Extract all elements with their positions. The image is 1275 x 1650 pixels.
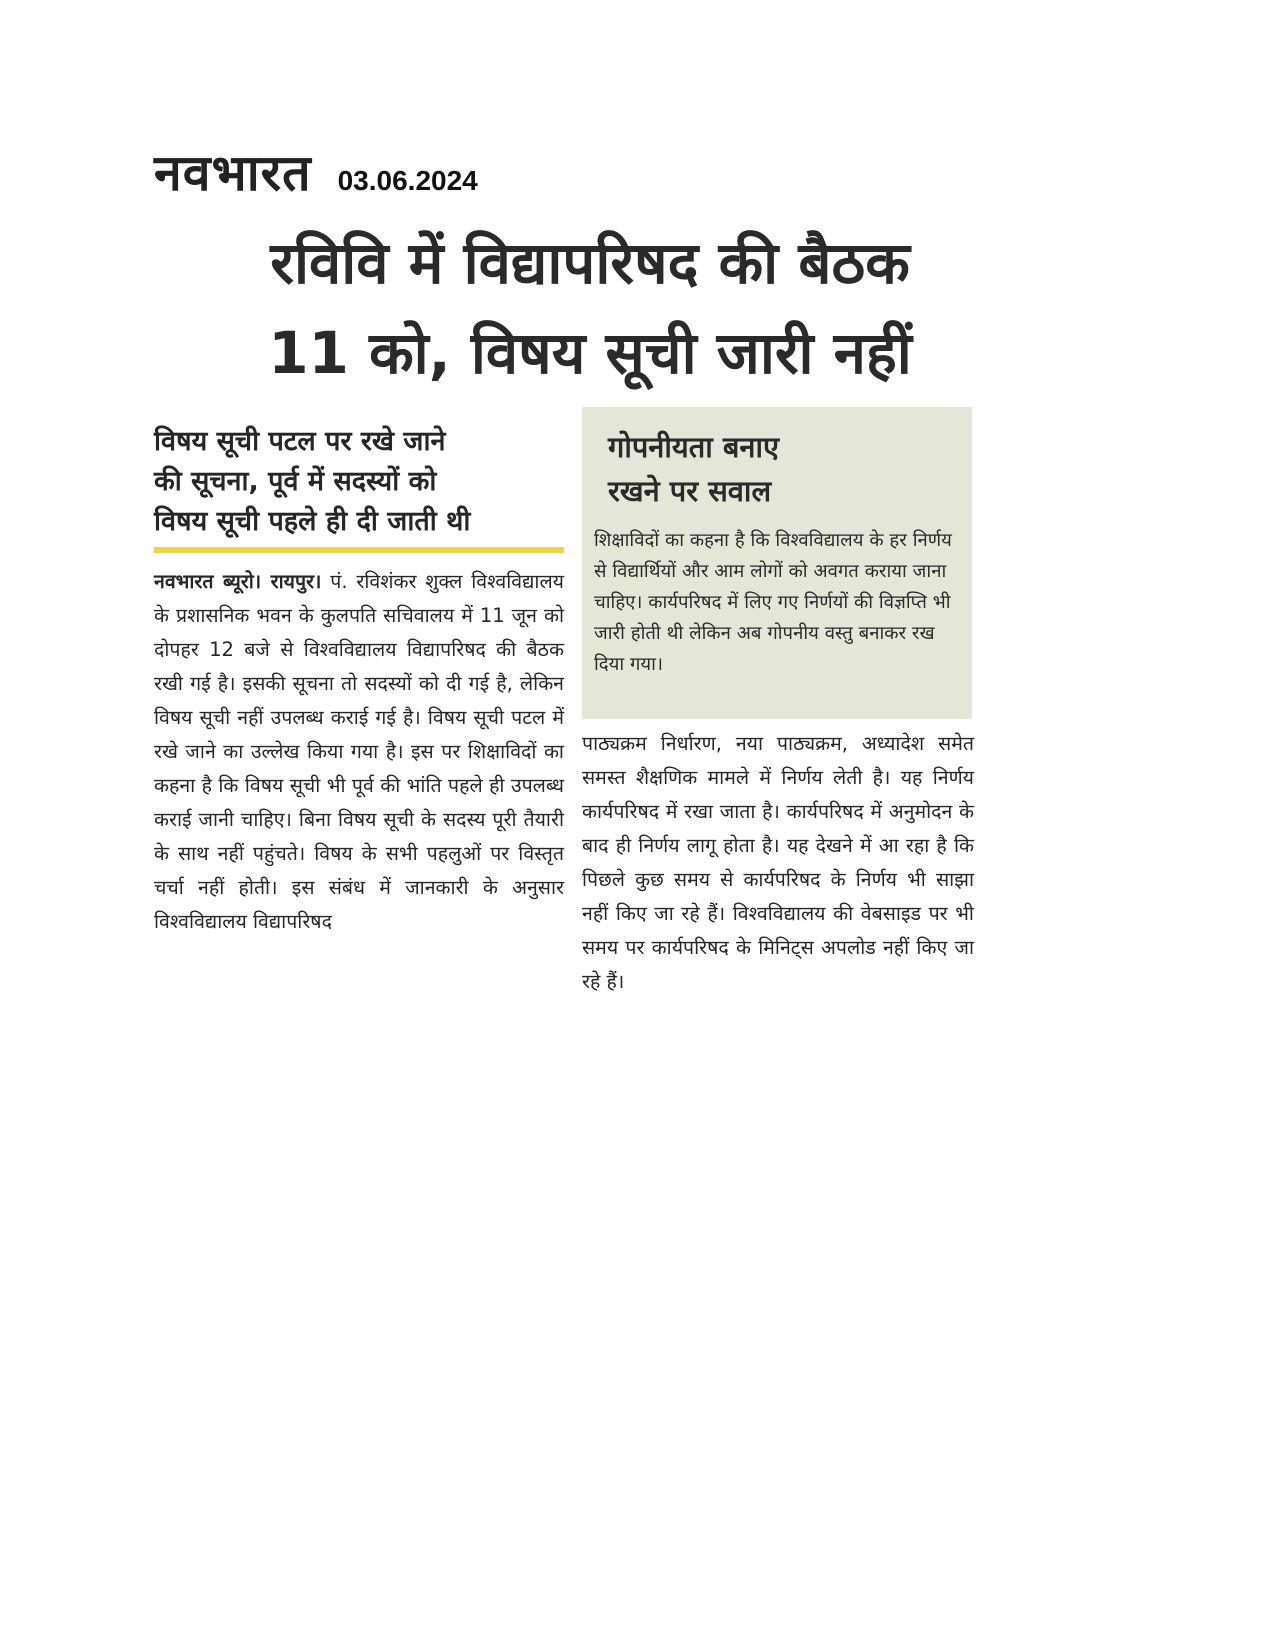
article-headline	[150, 218, 1030, 398]
masthead	[154, 140, 478, 200]
article-body-right-text: पाठ्यक्रम निर्धारण, नया पाठ्यक्रम, अध्यादेश समेत समस्त शैक्षणिक मामले में निर्णय लेती है। यह निर्णय कार्यपरिषद में रखा जाता है। कार्यपरिषद में अनुमोदन के बाद ही निर्णय लागू होता है। यह देखने में आ रहा है कि पिछले कुछ समय से कार्यपरिषद के निर्णय भी साझा नहीं किए जा रहे हैं। विश्वविद्यालय की वेबसाइड पर भी समय पर कार्यपरिषद के मिनिट्स अपलोड नहीं किए जा रहे हैं।	[582, 732, 974, 993]
sidebar-title-line-1: गोपनीयता बनाए	[608, 430, 780, 464]
newspaper-clipping	[150, 140, 1030, 1140]
sidebar-body-text: शिक्षाविदों का कहना है कि विश्वविद्यालय के हर निर्णय से विद्यार्थियों और आम लोगों को अवगत कराया जाना चाहिए। कार्यपरिषद में लिए गए निर्णयों की विज्ञप्ति भी जारी होती थी लेकिन अब गोपनीय वस्तु बनाकर रख दिया गया।	[594, 530, 952, 675]
article-body-right-column	[582, 727, 974, 999]
sidebar-title-line-2: रखने पर सवाल	[608, 474, 772, 508]
newspaper-logo: नवभारत	[154, 144, 312, 202]
headline-line-2: 11 को, विषय सूची जारी नहीं	[268, 319, 912, 387]
subheadline-line-3: विषय सूची पहले ही दी जाती थी	[154, 506, 471, 537]
subheadline-line-2: की सूचना, पूर्व में सदस्यों को	[154, 466, 437, 497]
subheadline-line-1: विषय सूची पटल पर रखे जाने	[154, 426, 446, 457]
sidebar-box	[582, 407, 972, 719]
headline-line-1: रविवि में विद्यापरिषद की बैठक	[270, 229, 910, 297]
article-subheadline	[154, 422, 564, 542]
article-body-left-column	[154, 565, 564, 939]
article-dateline: नवभारत ब्यूरो। रायपुर।	[154, 570, 322, 593]
subheadline-underline	[154, 547, 564, 553]
sidebar-title	[608, 425, 948, 513]
publication-date: 03.06.2024	[337, 165, 478, 196]
article-body-left-text: पं. रविशंकर शुक्ल विश्वविद्यालय के प्रशासनिक भवन के कुलपति सचिवालय में 11 जून को दोपहर 12 बजे से विश्वविद्यालय विद्यापरिषद की बैठक रखी गई है। इसकी सूचना तो सदस्यों को दी गई है, लेकिन विषय सूची नहीं उपलब्ध कराई गई है। विषय सूची पटल में रखे जाने का उल्लेख किया गया है। इस पर शिक्षाविदों का कहना है कि विषय सूची भी पूर्व की भांति पहले ही उपलब्ध कराई जानी चाहिए। बिना विषय सूची के सदस्य पूरी तैयारी के साथ नहीं पहुंचते। विषय के सभी पहलुओं पर विस्तृत चर्चा नहीं होती। इस संबंध में जानकारी के अनुसार विश्वविद्यालय विद्यापरिषद	[154, 570, 564, 933]
